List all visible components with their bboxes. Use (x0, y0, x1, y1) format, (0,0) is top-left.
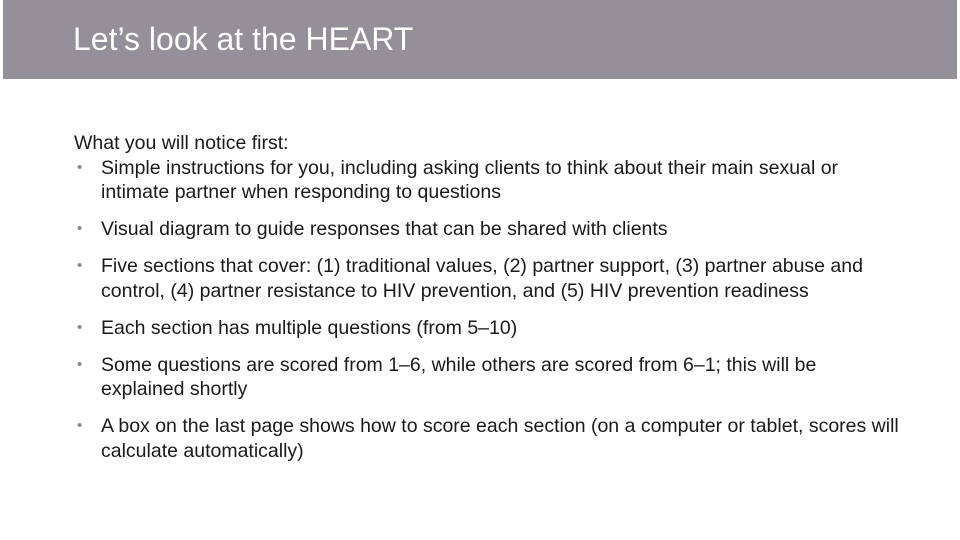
bullet-dot-icon: • (77, 355, 83, 373)
bullet-dot-icon: • (77, 220, 83, 237)
bullet-text: Each section has multiple questions (from 5–10) (101, 316, 518, 339)
list-item (74, 316, 904, 341)
bullet-dot-icon: • (77, 158, 83, 176)
bullet-list (74, 156, 904, 464)
bullet-text: A box on the last page shows how to score each section (on a computer or tablet, scores will calculate automatically) (101, 415, 899, 462)
list-item (74, 414, 904, 463)
list-item (74, 254, 904, 303)
bullet-text: Visual diagram to guide responses that can be shared with clients (101, 218, 668, 240)
slide-title: Let’s look at the HEART (73, 21, 414, 57)
list-item (74, 353, 904, 402)
title-bar (3, 0, 957, 79)
lead-text: What you will notice first: (74, 132, 289, 154)
bullet-dot-icon: • (77, 257, 83, 274)
bullet-text: Some questions are scored from 1–6, while others are scored from 6–1; this will be explained shortly (101, 353, 817, 400)
list-item (74, 217, 904, 242)
bullet-dot-icon: • (77, 417, 83, 434)
bullet-dot-icon: • (77, 318, 83, 336)
bullet-text: Five sections that cover: (1) traditional values, (2) partner support, (3) partner abuse and control, (4) partner resistance to HIV prevention, and (5) HIV prevention readiness (101, 255, 863, 302)
slide-content (74, 131, 904, 463)
bullet-text: Simple instructions for you, including asking clients to think about their main sexual or intimate partner when responding to questions (101, 156, 839, 203)
list-item (74, 156, 904, 205)
